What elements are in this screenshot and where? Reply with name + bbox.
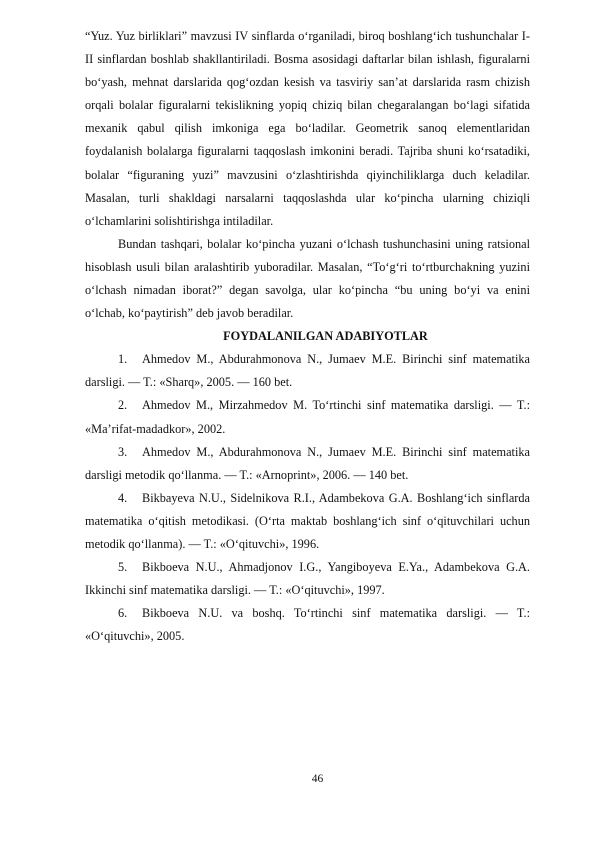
reference-number: 4. [118,490,128,505]
reference-item [85,348,530,394]
reference-item [85,487,530,556]
reference-text: Ahmedov M., Abdurahmonova N., Jumaev M.E. Birinchi sinf matematika darsligi metodik qo‘llanma. — T.: «Arnoprint», 2006. — 140 bet. [85,444,530,482]
reference-number: 3. [118,444,128,459]
references-heading: FOYDALANILGAN ADABIYOTLAR [223,329,428,344]
reference-item [85,394,530,440]
reference-number: 6. [118,606,128,621]
reference-item [85,556,530,602]
reference-text: Bikboeva N.U. va boshq. To‘rtinchi sinf matematika darsligi. — T.: «O‘qituvchi», 2005. [85,606,530,644]
reference-text: Bikbayeva N.U., Sidelnikova R.I., Adambekova G.A. Boshlang‘ich sinflarda matematika o‘qitish metodikasi. (O‘rta maktab boshlang‘ich sinf o‘qituvchilari uchun metodik qo‘llanma). — T.: «O‘qituvchi», 1996. [85,490,530,551]
reference-number: 2. [118,398,128,413]
page-content [85,25,530,648]
reference-number: 5. [118,560,128,575]
reference-text: Ahmedov M., Mirzahmedov M. To‘rtinchi sinf matematika darsligi. — T.: «Ma’rifat-madadkor», 2002. [85,398,530,436]
reference-item [85,602,530,648]
page-number: 46 [311,773,324,785]
body-paragraph-2: Bundan tashqari, bolalar ko‘pincha yuzani o‘lchash tushunchasini uning ratsional hisoblash usuli bilan aralashtirib yuboradilar. Masalan, “To‘g‘ri to‘rtburchakning yuzini o‘lchash nimadan iborat?” degan savolga, ular ko‘pincha “bu uning bo‘yi va enini o‘lchab, ko‘paytirish” deb javob beradilar. [85,236,530,321]
reference-item [85,441,530,487]
reference-number: 1. [118,352,128,367]
body-paragraph-1: “Yuz. Yuz birliklari” mavzusi IV sinflarda o‘rganiladi, biroq boshlang‘ich tushunchalar I-II sinflardan boshlab shakllantiriladi. Bosma asosidagi daftarlar bilan ishlash, figuralarni bo‘yash, mehnat darslarida qog‘ozdan kesish va tasviriy san’at darslarida rasm chizish orqali bolalar figuralarni tekislikning yopiq chiziq bilan chegaralangan bo‘lagi sifatida mexanik qabul qilish imkoniga ega bo‘ladilar. Geometrik sanoq elementlaridan foydalanish bolalarga figuralarni taqqoslash imkonini beradi. Tajriba shuni ko‘rsatadiki, bolalar “figuraning yuzi” mavzusini o‘zlashtirishda qiyinchiliklarga duch keladilar. Masalan, turli shakldagi narsalarni taqqoslashda ular ko‘pincha ularning chiziqli o‘lchamlarini solishtirishga intiladilar. [85,29,530,228]
reference-text: Bikboeva N.U., Ahmadjonov I.G., Yangiboyeva E.Ya., Adambekova G.A. Ikkinchi sinf matematika darsligi. — T.: «O‘qituvchi», 1997. [85,560,530,598]
reference-text: Ahmedov M., Abdurahmonova N., Jumaev M.E. Birinchi sinf matematika darsligi. — T.: «Sharq», 2005. — 160 bet. [85,352,530,390]
references-list [85,348,530,648]
